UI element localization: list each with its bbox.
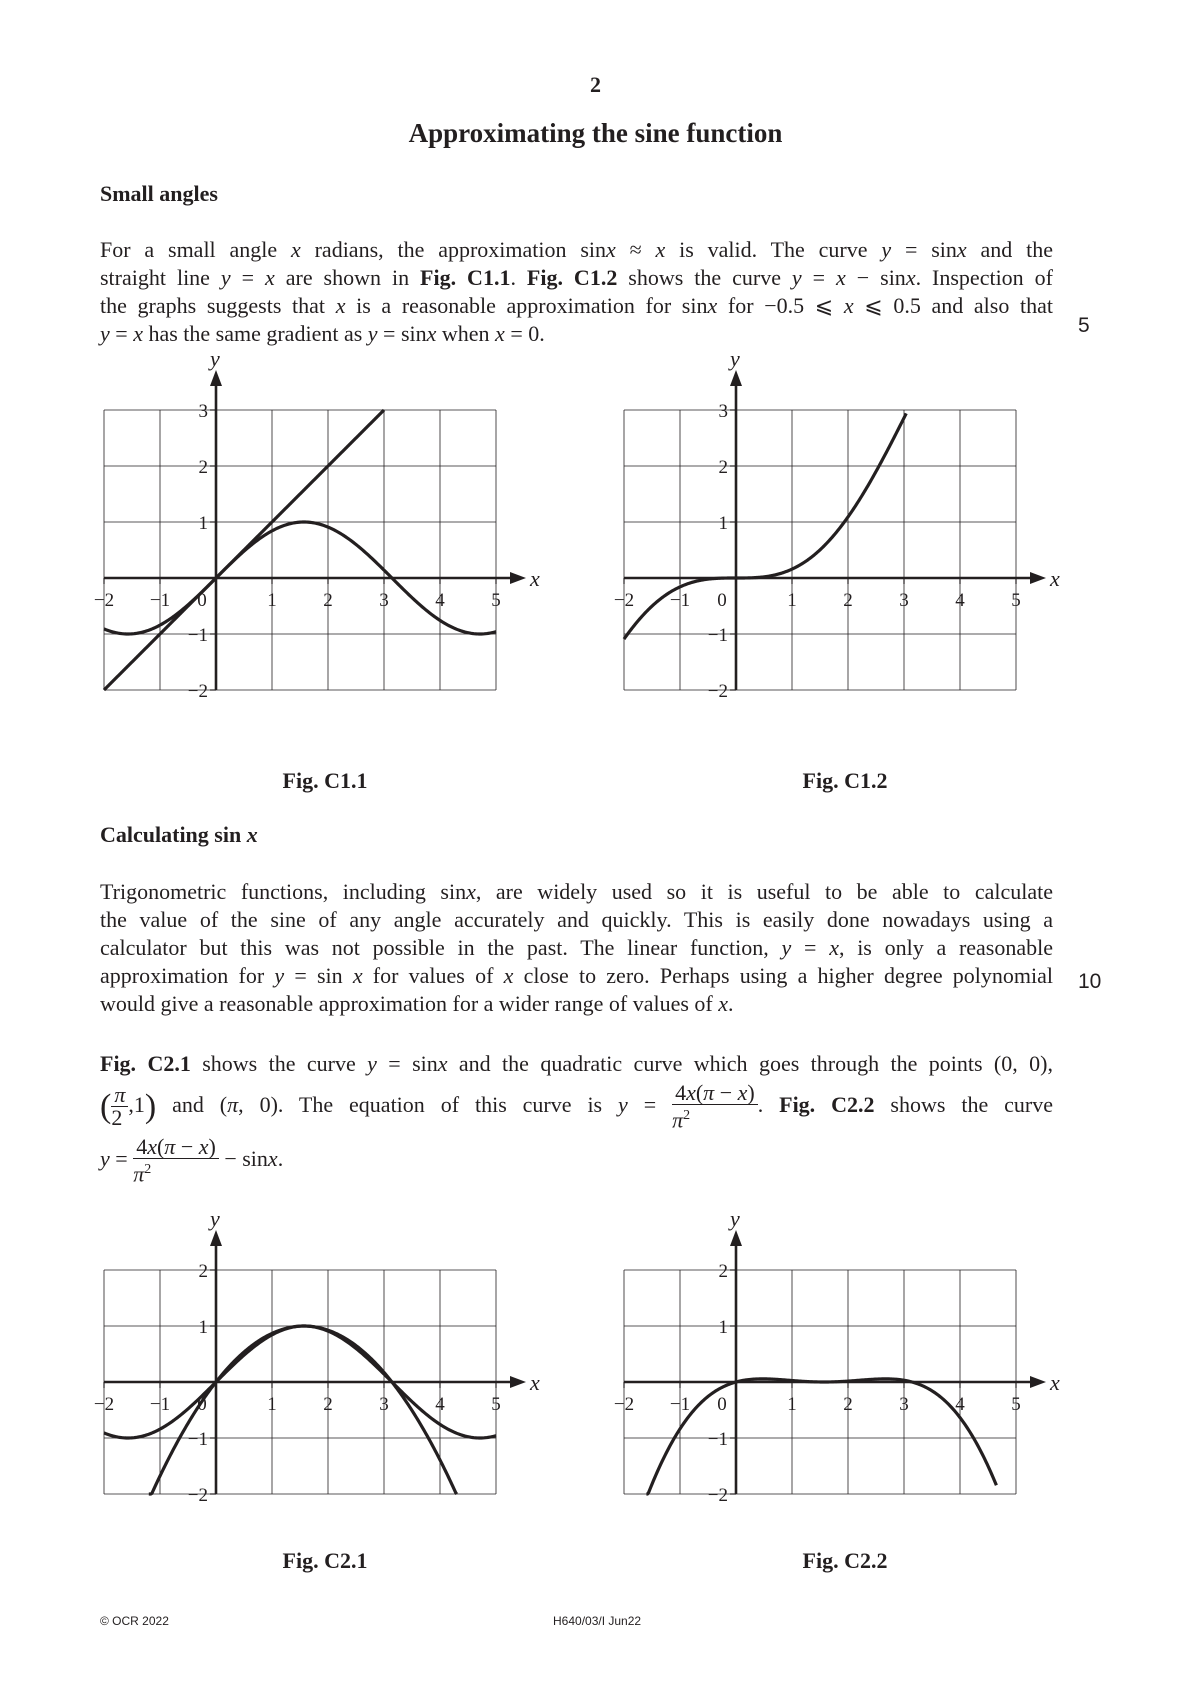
fig-c2-1-caption: Fig. C2.1 — [282, 1548, 368, 1573]
x-tick-label: −1 — [149, 590, 171, 611]
fig-c2-2-caption: Fig. C2.2 — [802, 1548, 888, 1573]
x-tick-label: 0 — [197, 590, 207, 611]
page-title: Approximating the sine function — [408, 118, 783, 148]
y-axis-label: y — [730, 346, 740, 371]
y-tick-label: 2 — [198, 1261, 208, 1282]
x-tick-label: 1 — [267, 590, 277, 611]
x-axis-label: x — [530, 566, 540, 591]
x-axis-arrowhead — [510, 572, 526, 584]
x-tick-label: −2 — [613, 590, 635, 611]
x-axis-arrowhead — [510, 1376, 526, 1388]
x-tick-label: 5 — [491, 590, 501, 611]
x-axis-arrowhead — [1030, 572, 1046, 584]
fig-c2-2-graph — [613, 1206, 1116, 1552]
x-tick-label: 0 — [717, 1394, 727, 1415]
fig-c1-2-graph — [613, 346, 1116, 752]
x-tick-label: 2 — [843, 590, 853, 611]
x-tick-label: −1 — [149, 1394, 171, 1415]
page-number: 2 — [590, 72, 601, 97]
footer-code: H640/03/I Jun22 — [553, 1614, 642, 1628]
x-tick-label: 5 — [1011, 1394, 1021, 1415]
paragraph-calculating: Trigonometric functions, including sinx, are widely used so it is useful to be able to calculate the value of the sine of any angle accurately and quickly. This is easily done nowadays using a calculator but this was not possible in the past. The linear function, y = x, is only a reasonable approximation for y = sin x for values of x close to zero. Perhaps using a higher degree polynomial would give a reasonable approximation for a wider range of values of x. — [100, 879, 1054, 1016]
y-tick-label: −1 — [707, 625, 728, 646]
x-tick-label: 3 — [899, 1394, 909, 1415]
fig-c1-2-caption: Fig. C1.2 — [802, 768, 888, 793]
x-tick-label: 0 — [717, 590, 727, 611]
x-tick-label: 4 — [435, 1394, 445, 1415]
y-tick-label: −2 — [187, 1485, 208, 1506]
y-tick-label: 1 — [718, 1317, 728, 1338]
y-axis-arrowhead — [730, 1230, 742, 1246]
x-tick-label: 1 — [787, 590, 797, 611]
line-number-5: 5 — [1078, 314, 1090, 337]
fig-c2-1-graph — [93, 1206, 596, 1552]
y-tick-label: 1 — [198, 513, 208, 534]
series-line-2 — [104, 410, 384, 690]
x-tick-label: −2 — [93, 590, 115, 611]
series-line-2 — [149, 1326, 457, 1494]
x-tick-label: 4 — [955, 1394, 965, 1415]
x-tick-label: 0 — [197, 1394, 207, 1415]
series-line-1 — [624, 413, 906, 639]
x-tick-label: −1 — [669, 1394, 691, 1415]
paragraph-small-angles: For a small angle x radians, the approximation sinx ≈ x is valid. The curve y = sinx and the straight line y = x are shown in Fig. C1.1. Fig. C1.2 shows the curve y = x − sinx. Inspection of the graphs suggests that x is a reasonable approximation for sinx for −0.5 ⩽ x ⩽ 0.5 and also that y = x has the same gradient as y = sinx when x = 0. — [100, 237, 1053, 346]
y-tick-label: 2 — [718, 1261, 728, 1282]
x-tick-label: 1 — [267, 1394, 277, 1415]
y-tick-label: 3 — [718, 401, 728, 422]
y-tick-label: −1 — [187, 625, 208, 646]
y-tick-label: 2 — [718, 457, 728, 478]
x-tick-label: −1 — [669, 590, 691, 611]
x-axis-label: x — [530, 1370, 540, 1395]
x-tick-label: 2 — [323, 1394, 333, 1415]
y-axis-arrowhead — [210, 1230, 222, 1246]
x-tick-label: −2 — [613, 1394, 635, 1415]
section-heading-small-angles: Small angles — [100, 181, 218, 206]
section-heading-calculating: Calculating sin x — [100, 822, 258, 847]
footer-copyright: © OCR 2022 — [100, 1614, 169, 1628]
y-tick-label: −2 — [707, 681, 728, 702]
x-tick-label: 1 — [787, 1394, 797, 1415]
y-tick-label: 2 — [198, 457, 208, 478]
x-axis-label: x — [1050, 566, 1060, 591]
y-axis-label: y — [730, 1206, 740, 1231]
x-tick-label: 4 — [955, 590, 965, 611]
y-tick-label: 1 — [718, 513, 728, 534]
line-number-10: 10 — [1078, 970, 1102, 993]
y-axis-arrowhead — [730, 370, 742, 386]
x-tick-label: 3 — [379, 590, 389, 611]
y-tick-label: 3 — [198, 401, 208, 422]
x-tick-label: −2 — [93, 1394, 115, 1415]
y-axis-arrowhead — [210, 370, 222, 386]
paragraph-quadratic: Fig. C2.1 shows the curve y = sinx and the quadratic curve which goes through the points (0, 0), ( $\frac{\pi}{2}$ ,1) and (π, 0). The equation of this curve is y = $\frac{4x(\pi - x)}{\pi^2}$ . Fig. C2.2 shows the curve y = $\frac{4x(\pi - x)}{\pi^2}$ − sinx. — [100, 1051, 1053, 1187]
x-tick-label: 4 — [435, 590, 445, 611]
x-tick-label: 2 — [323, 590, 333, 611]
y-tick-label: −2 — [187, 681, 208, 702]
y-tick-label: −1 — [707, 1429, 728, 1450]
x-axis-label: x — [1050, 1370, 1060, 1395]
x-axis-arrowhead — [1030, 1376, 1046, 1388]
x-tick-label: 5 — [1011, 590, 1021, 611]
y-tick-label: −2 — [707, 1485, 728, 1506]
fig-c1-1-caption: Fig. C1.1 — [282, 768, 368, 793]
y-tick-label: −1 — [187, 1429, 208, 1450]
x-tick-label: 3 — [899, 590, 909, 611]
series-line-1 — [646, 1379, 996, 1494]
y-axis-label: y — [210, 1206, 220, 1231]
x-tick-label: 3 — [379, 1394, 389, 1415]
y-tick-label: 1 — [198, 1317, 208, 1338]
y-axis-label: y — [210, 346, 220, 371]
fig-c1-1-graph — [93, 346, 596, 752]
x-tick-label: 5 — [491, 1394, 501, 1415]
x-tick-label: 2 — [843, 1394, 853, 1415]
